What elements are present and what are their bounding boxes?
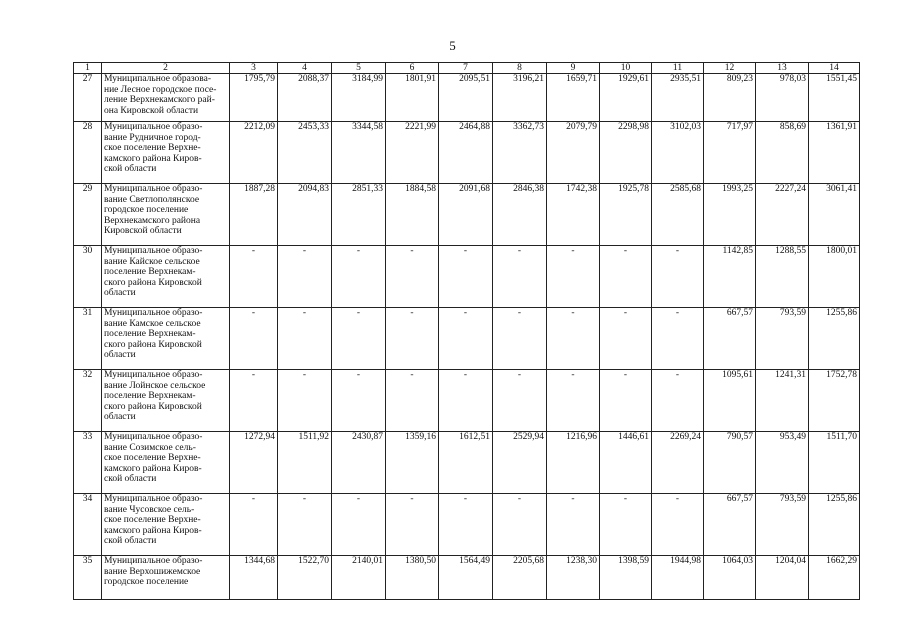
column-header-11: 11 <box>652 63 704 74</box>
value-cell: 978,03 <box>756 74 809 122</box>
column-header-13: 13 <box>756 63 809 74</box>
municipality-name-line: вание Рудничное город- <box>104 132 201 143</box>
table-row <box>74 184 860 246</box>
table-row <box>74 122 860 184</box>
municipality-name-line: ской области <box>104 474 157 485</box>
column-header-8: 8 <box>493 63 547 74</box>
value-cell: 2851,33 <box>332 184 386 246</box>
table-row <box>74 556 860 600</box>
value-cell: 2269,24 <box>652 432 704 494</box>
value-cell: 2088,37 <box>278 74 332 122</box>
value-cell: - <box>600 246 652 308</box>
tariff-table <box>73 62 860 600</box>
column-header-12: 12 <box>704 63 756 74</box>
value-cell: - <box>386 494 439 556</box>
value-cell: 858,69 <box>756 122 809 184</box>
value-cell: 2464,88 <box>439 122 493 184</box>
column-header-14: 14 <box>809 63 860 74</box>
value-cell: 1925,78 <box>600 184 652 246</box>
value-cell: - <box>278 370 332 432</box>
value-cell: 1238,30 <box>547 556 600 600</box>
value-cell: 2430,87 <box>332 432 386 494</box>
municipality-name-line: вание Чусовское сель- <box>104 504 195 515</box>
municipality-name-line: Муниципальное образова- <box>104 74 212 84</box>
municipality-name <box>102 122 230 184</box>
municipality-name-line: она Кировской области <box>104 105 199 116</box>
value-cell: - <box>439 370 493 432</box>
municipality-name-line: области <box>104 350 136 361</box>
value-cell: 1884,58 <box>386 184 439 246</box>
value-cell: 3061,41 <box>809 184 860 246</box>
value-cell: - <box>547 308 600 370</box>
table-row <box>74 308 860 370</box>
value-cell: 2095,51 <box>439 74 493 122</box>
value-cell: 1795,79 <box>230 74 278 122</box>
value-cell: 2205,68 <box>493 556 547 600</box>
value-cell: 1288,55 <box>756 246 809 308</box>
row-number: 33 <box>74 432 102 494</box>
value-cell: 1064,03 <box>704 556 756 600</box>
municipality-name-line: Муниципальное образо- <box>104 556 203 566</box>
value-cell: 1142,85 <box>704 246 756 308</box>
municipality-name-line: ское поселение Верхне- <box>104 515 201 526</box>
municipality-name-line: ние Лесное городское посе- <box>104 84 217 95</box>
municipality-name-line: Верхнекамского района <box>104 215 201 226</box>
value-cell: 1944,98 <box>652 556 704 600</box>
table-row <box>74 246 860 308</box>
value-cell: 1511,92 <box>278 432 332 494</box>
value-cell: 2935,51 <box>652 74 704 122</box>
value-cell: 3362,73 <box>493 122 547 184</box>
value-cell: - <box>493 370 547 432</box>
value-cell: 667,57 <box>704 308 756 370</box>
value-cell: 1800,01 <box>809 246 860 308</box>
value-cell: - <box>230 246 278 308</box>
value-cell: - <box>439 308 493 370</box>
value-cell: 1344,68 <box>230 556 278 600</box>
municipality-name <box>102 308 230 370</box>
value-cell: 1662,29 <box>809 556 860 600</box>
municipality-name-line: ского района Кировской <box>104 401 202 412</box>
value-cell: - <box>493 246 547 308</box>
value-cell: 1929,61 <box>600 74 652 122</box>
value-cell: 1522,70 <box>278 556 332 600</box>
value-cell: 1272,94 <box>230 432 278 494</box>
municipality-name-line: поселение Верхнекам- <box>104 329 196 340</box>
value-cell: 2529,94 <box>493 432 547 494</box>
value-cell: - <box>652 246 704 308</box>
row-number: 32 <box>74 370 102 432</box>
municipality-name-line: Муниципальное образо- <box>104 246 203 256</box>
value-cell: - <box>600 308 652 370</box>
value-cell: - <box>493 494 547 556</box>
municipality-name-line: Муниципальное образо- <box>104 184 203 194</box>
column-header-10: 10 <box>600 63 652 74</box>
column-header-4: 4 <box>278 63 332 74</box>
municipality-name <box>102 494 230 556</box>
row-number: 30 <box>74 246 102 308</box>
municipality-name-line: ской области <box>104 536 157 547</box>
value-cell: 1612,51 <box>439 432 493 494</box>
municipality-name <box>102 556 230 600</box>
value-cell: - <box>547 494 600 556</box>
municipality-name-line: городское поселение <box>104 577 189 588</box>
value-cell: 1255,86 <box>809 308 860 370</box>
row-number: 29 <box>74 184 102 246</box>
column-header-3: 3 <box>230 63 278 74</box>
value-cell: 717,97 <box>704 122 756 184</box>
value-cell: 2453,33 <box>278 122 332 184</box>
municipality-name-line: Муниципальное образо- <box>104 494 203 504</box>
table-row <box>74 370 860 432</box>
value-cell: - <box>386 308 439 370</box>
value-cell: 2091,68 <box>439 184 493 246</box>
value-cell: 2140,01 <box>332 556 386 600</box>
value-cell: - <box>600 370 652 432</box>
value-cell: 1380,50 <box>386 556 439 600</box>
value-cell: 809,23 <box>704 74 756 122</box>
table-row <box>74 494 860 556</box>
municipality-name-line: Муниципальное образо- <box>104 122 203 132</box>
value-cell: 3196,21 <box>493 74 547 122</box>
value-cell: - <box>600 494 652 556</box>
municipality-name <box>102 74 230 122</box>
municipality-name <box>102 184 230 246</box>
value-cell: - <box>547 370 600 432</box>
value-cell: 667,57 <box>704 494 756 556</box>
value-cell: 1359,16 <box>386 432 439 494</box>
value-cell: 2212,09 <box>230 122 278 184</box>
municipality-name-line: Кировской области <box>104 226 182 237</box>
row-number: 35 <box>74 556 102 600</box>
value-cell: - <box>493 308 547 370</box>
municipality-name-line: камского района Киров- <box>104 153 202 164</box>
value-cell: 1216,96 <box>547 432 600 494</box>
value-cell: 1398,59 <box>600 556 652 600</box>
column-header-9: 9 <box>547 63 600 74</box>
value-cell: 2585,68 <box>652 184 704 246</box>
municipality-name-line: вание Верхошижемское <box>104 566 201 577</box>
municipality-name-line: Муниципальное образо- <box>104 432 203 442</box>
value-cell: 1446,61 <box>600 432 652 494</box>
value-cell: - <box>332 308 386 370</box>
municipality-name-line: ское поселение Верхне- <box>104 453 201 464</box>
value-cell: - <box>652 494 704 556</box>
municipality-name-line: Муниципальное образо- <box>104 370 203 380</box>
row-number: 31 <box>74 308 102 370</box>
value-cell: 1742,38 <box>547 184 600 246</box>
column-header-2: 2 <box>102 63 230 74</box>
municipality-name-line: вание Камское сельское <box>104 318 201 329</box>
value-cell: 1204,04 <box>756 556 809 600</box>
value-cell: - <box>386 246 439 308</box>
municipality-name-line: поселение Верхнекам- <box>104 267 196 278</box>
value-cell: 1255,86 <box>809 494 860 556</box>
value-cell: - <box>230 370 278 432</box>
value-cell: 1993,25 <box>704 184 756 246</box>
municipality-name-line: ской области <box>104 164 157 175</box>
municipality-name-line: камского района Киров- <box>104 463 202 474</box>
value-cell: 793,59 <box>756 308 809 370</box>
value-cell: - <box>332 494 386 556</box>
value-cell: - <box>439 494 493 556</box>
value-cell: - <box>547 246 600 308</box>
municipality-name-line: вание Кайское сельское <box>104 256 200 267</box>
value-cell: - <box>278 246 332 308</box>
value-cell: 2094,83 <box>278 184 332 246</box>
value-cell: 2846,38 <box>493 184 547 246</box>
value-cell: 2227,24 <box>756 184 809 246</box>
row-number: 27 <box>74 74 102 122</box>
value-cell: 1095,61 <box>704 370 756 432</box>
value-cell: 1551,45 <box>809 74 860 122</box>
table-row <box>74 74 860 122</box>
municipality-name-line: поселение Верхнекам- <box>104 391 196 402</box>
header-row <box>74 63 860 74</box>
municipality-name-line: городское поселение <box>104 205 189 216</box>
municipality-name-line: ского района Кировской <box>104 277 202 288</box>
value-cell: 1752,78 <box>809 370 860 432</box>
value-cell: 790,57 <box>704 432 756 494</box>
value-cell: - <box>332 246 386 308</box>
municipality-name-line: камского района Киров- <box>104 525 202 536</box>
row-number: 28 <box>74 122 102 184</box>
value-cell: 1887,28 <box>230 184 278 246</box>
value-cell: - <box>332 370 386 432</box>
table-body <box>74 74 860 600</box>
value-cell: - <box>230 308 278 370</box>
column-header-6: 6 <box>386 63 439 74</box>
municipality-name-line: ское поселение Верхне- <box>104 143 201 154</box>
table-row <box>74 432 860 494</box>
row-number: 34 <box>74 494 102 556</box>
column-header-1: 1 <box>74 63 102 74</box>
municipality-name-line: вание Лойнское сельское <box>104 380 206 391</box>
value-cell: - <box>386 370 439 432</box>
value-cell: 3184,99 <box>332 74 386 122</box>
value-cell: 793,59 <box>756 494 809 556</box>
value-cell: - <box>439 246 493 308</box>
municipality-name-line: области <box>104 412 136 423</box>
value-cell: 2298,98 <box>600 122 652 184</box>
value-cell: 2079,79 <box>547 122 600 184</box>
municipality-name <box>102 246 230 308</box>
value-cell: 1361,91 <box>809 122 860 184</box>
value-cell: 953,49 <box>756 432 809 494</box>
value-cell: - <box>230 494 278 556</box>
municipality-name-line: вание Созимское сель- <box>104 442 196 453</box>
municipality-name-line: ление Верхнекамского рай- <box>104 95 215 106</box>
value-cell: 1659,71 <box>547 74 600 122</box>
value-cell: 3102,03 <box>652 122 704 184</box>
value-cell: 1511,70 <box>809 432 860 494</box>
municipality-name-line: Муниципальное образо- <box>104 308 203 318</box>
municipality-name <box>102 370 230 432</box>
value-cell: 1564,49 <box>439 556 493 600</box>
municipality-name-line: вание Светлополянское <box>104 194 200 205</box>
value-cell: 2221,99 <box>386 122 439 184</box>
page-number: 5 <box>449 38 456 53</box>
column-header-5: 5 <box>332 63 386 74</box>
value-cell: 1801,91 <box>386 74 439 122</box>
value-cell: - <box>278 494 332 556</box>
value-cell: 1241,31 <box>756 370 809 432</box>
value-cell: 3344,58 <box>332 122 386 184</box>
municipality-name-line: области <box>104 288 136 299</box>
municipality-name <box>102 432 230 494</box>
column-header-7: 7 <box>439 63 493 74</box>
value-cell: - <box>652 370 704 432</box>
value-cell: - <box>652 308 704 370</box>
municipality-name-line: ского района Кировской <box>104 339 202 350</box>
value-cell: - <box>278 308 332 370</box>
